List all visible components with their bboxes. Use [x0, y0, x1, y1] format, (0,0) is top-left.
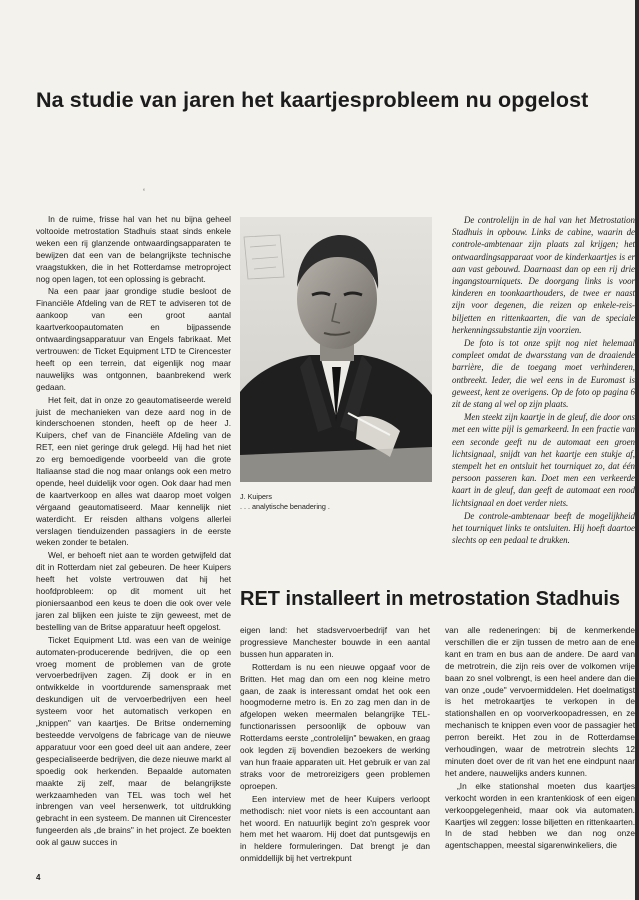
paragraph: Na een paar jaar grondige studie besloot de Financiële Afdeling van de RET te adviseren tot de aankoop van een groot aantal kaartverkoopautomaten en bijpassende ontwaardingsapparatuur van Engels fabrikaat. Met vertrouwen: de Ticket Equipment LTD te Cirencester heeft op een terrein, dat eigenlijk nog maar nauwelijks was ontgonnen, baanbrekend werk gedaan. [36, 286, 231, 392]
paragraph: van alle redeneringen: bij de kenmerkende verschillen die er zijn tussen de metro aan de ene kant en tram en bus aan de andere. De aard van de metrotrein, die zijn reis over de volkomen vrije baan zo snel volbrengt, is een heel andere dan die van onze „oude" vervoermiddelen. Het doelmatigst is het metrokaartjes te verkopen in de stationshallen en op voorverkoopadressen, en ze mechanisch te knippen even voor de passagier het perron bereikt. Het zou in de Rotterdamse verhoudingen, waar de metrotrein slechts 12 minuten doet over de rit van het ene eindpunt naar het andere, nauwelijks anders kunnen. [445, 625, 635, 778]
portrait-illustration [240, 217, 432, 482]
paragraph: „In elke stationshal moeten dus kaartjes verkocht worden in een krantenkiosk of een eigen verkoopgelegenheid, maar ook via automaten. Kaartjes wil zeggen: losse biljetten en rittenkaarten. In de stad hebben we dan nog onze agentschappen, meestal sigarenwinkeliers, die [445, 780, 635, 851]
photo-caption [240, 492, 430, 512]
paragraph: Een interview met de heer Kuipers verloopt methodisch: niet voor niets is een accountant aan het woord. En natuurlijk begint zo'n gesprek voor hem met het waarom. Hij doet dat puntsgewijs en in heldere formuleringen. Dat brengt je dan onmiddellijk bij het vertrekpunt [240, 793, 430, 864]
paragraph: In de ruime, frisse hal van het nu bijna geheel voltooide metrostation Stadhuis staat sinds enkele weken een rij glanzende ontwaardingsapparaten te bewijzen dat een van de belangrijkste technische vraagstukken, die in het Rotterdamse metroproject nog open lagen, tot een oplossing is gebracht. [36, 214, 231, 284]
paragraph: Rotterdam is nu een nieuwe opgaaf voor de Britten. Het mag dan om een nog kleine metro gaan, de zaak is interessant omdat het ook een hoogmoderne metro is. En zo zag men dan in de afgelopen weken meermalen belangrijke TEL-functionarissen persoonlijk de opbouw van Rotterdams eerste „controlelijn" bewaken, en graag ook legden zij bovendien bezoekers de werking van hun fraaie apparaten uit. Het gebruik er van zal straks voor de metroreizigers geen problemen oproepen. [240, 661, 430, 791]
caption-paragraph: De foto is tot onze spijt nog niet helemaal compleet omdat de dwarsstang van de draaiende barrière, die de toegang moet verhinderen, ontbreekt. Ieder, die wel eens in de Euromast is geweest, kent ze overigens. Op de foto op pagina 6 zit de stang al wel op zijn plaats. [452, 338, 635, 410]
portrait-photo [240, 217, 432, 482]
section-title: RET installeert in metrostation Stadhuis [240, 588, 621, 610]
caption-paragraph: De controle-ambtenaar beeft de mogelijkheid het tourniquet links te ontsluiten. Hij hoeft daartoe slechts op een pedaal te drukken. [452, 510, 635, 546]
paragraph: Het feit, dat in onze zo geautomatiseerde wereld juist de mechanieken van deze aard nog in de kinderschoenen stonden, heeft op de heer J. Kuipers, chef van de Financiële Afdeling van de RET, een niet geringe druk gelegd. Hij had het niet zo erg bemoedigende voorbeeld van die grote Italiaanse stad die nog maar onlangs ook een metro opende, heel duidelijk voor ogen. Ook daar had men de kaartverkoop en alles wat daarop moet volgen vérgaand geautomatiseerd. Maar kennelijk niet waterdicht. Er reisden althans volgens allerlei verslagen tienduizenden passagiers in de eerste weken zonder te betalen. [36, 394, 231, 548]
italic-caption-column [452, 214, 635, 546]
paragraph: Ticket Equipment Ltd. was een van de weinige automaten-producerende bedrijven, die op een vroeg moment de problemen van de grote vervoerbedrijven zagen. Zij dook er in en ontwikkelde in voortdurende samenspraak met deskundigen uit de vervoerbedrijven een heel systeem voor het automatisch verkopen en „knippen" van kaartjes. De Britse onderneming besteedde vervolgens de fabricage van de nieuwe apparatuur voor een goed deel uit aan andere, zeer gespecialiseerde bedrijven, die deze nieuwe markt al spoedig ook herkenden. Bepaalde automaten maakte zij zelf, maar de belangrijkste werkzaamheden van TEL was toch wel het inbrengen van veel hersenwerk, tot uitdrukking gebracht in een systeem. De mannen uit Cirencester fungeerden als „de brains" in het project. Ze boekten ook al gauw succes in [36, 634, 231, 848]
paragraph: Wel, er behoeft niet aan te worden getwijfeld dat dit in Rotterdam niet zal gebeuren. De heer Kuipers heeft het volste vertrouwen dat hij het hoofdprobleem: op dit moment uit het pioniersaanbod een keus te doen die ook over vele jaren zal blijken een juiste te zijn geweest, met de bestelling van de Britse apparatuur heeft opgelost. [36, 550, 231, 632]
page-number: 4 [36, 873, 41, 882]
stray-mark: ‘ [143, 187, 145, 197]
caption-paragraph: De controlelijn in de hal van het Metrostation Stadhuis in opbouw. Links de cabine, waarin de controle-ambtenaar zijn plaats zal krijgen; het ontwaardingsapparaat voor de kinderkaartjes is er aan vast gebouwd. Daarnaast dan op een rij drie ingangstourniquets. De doorgang links is voor kinderen en toonkaarthouders, de twee er naast zijn voor degenen, die reizen op enkele-reis-biljetten en rittenkaarten, die van de speciale herkenningssubstantie zijn voorzien. [452, 215, 635, 335]
article-column-3 [445, 625, 635, 852]
caption-paragraph: Men steekt zijn kaartje in de gleuf, die door ons met een witte pijl is gemarkeerd. In een fractie van een seconde geeft nu de automaat een groen lichtsignaal, snijdt van het kaartje een stukje af, stempelt het en ontsluit het tourniquet zo, dat één persoon passeren kan. Doet men een verkeerde kaart in de gleuf, dan geeft de automaat een rood lichtsignaal en doet verder niets. [452, 412, 635, 508]
caption-name: J. Kuipers [240, 492, 272, 501]
article-headline: Na studie van jaren het kaartjesprobleem nu opgelost [36, 88, 589, 112]
article-column-1 [36, 214, 231, 849]
caption-subtitle: . . . analytische benadering . [240, 502, 330, 511]
paragraph: eigen land: het stadsvervoerbedrijf van het progressieve Manchester bouwde in een aantal bussen hun apparaten in. [240, 625, 430, 659]
article-column-2 [240, 625, 430, 865]
page-edge-shadow [635, 0, 639, 900]
